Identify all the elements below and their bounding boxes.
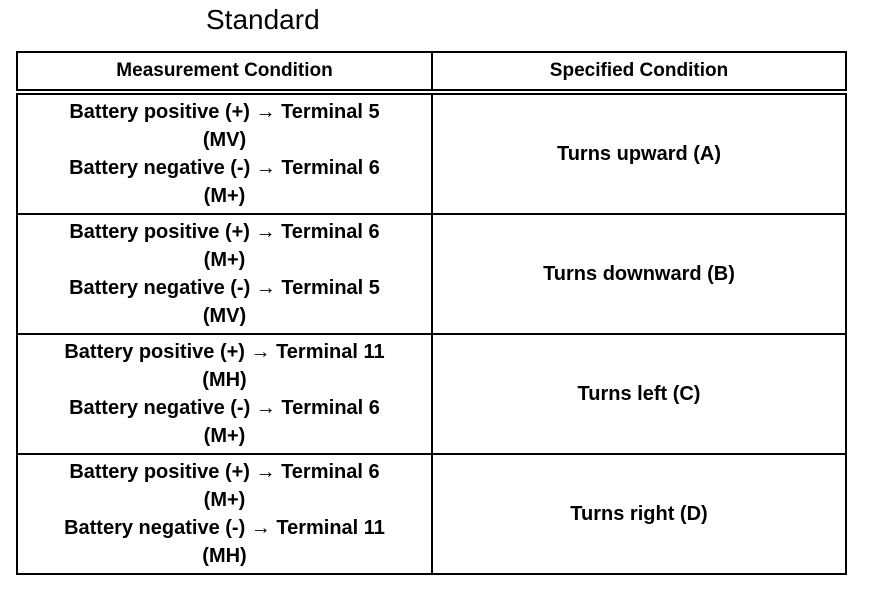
measurement-line: Battery positive (+) → Terminal 11 [64,341,385,363]
measurement-line: Battery positive (+) → Terminal 6 [69,461,380,483]
table-row [17,334,846,454]
measurement-cell [17,92,432,214]
measurement-cell [17,334,432,454]
specified-cell: Turns upward (A) [432,92,846,214]
header-row [17,52,846,92]
measurement-line: (M+) [203,249,246,271]
specified-cell: Turns left (C) [432,334,846,454]
table-row [17,214,846,334]
measurement-line: Battery negative (-) → Terminal 6 [69,157,380,179]
header-measurement-condition: Measurement Condition [17,52,432,92]
measurement-line: (M+) [203,425,246,447]
measurement-line: Battery negative (-) → Terminal 6 [69,397,380,419]
specified-cell: Turns downward (B) [432,214,846,334]
measurement-line: Battery negative (-) → Terminal 5 [69,277,380,299]
table-row [17,454,846,574]
measurement-line: Battery positive (+) → Terminal 5 [69,101,380,123]
measurement-cell [17,214,432,334]
page-title: Standard [206,4,320,35]
header-specified-condition: Specified Condition [432,52,846,92]
measurement-line: Battery positive (+) → Terminal 6 [69,221,380,243]
measurement-line: (M+) [203,185,246,207]
measurement-line: (MH) [202,545,247,567]
measurement-line: (MV) [202,305,247,327]
measurement-line: (MV) [202,129,247,151]
table-row [17,92,846,214]
specified-cell: Turns right (D) [432,454,846,574]
standard-table [16,51,847,575]
measurement-cell [17,454,432,574]
measurement-line: (MH) [202,369,247,391]
measurement-line: (M+) [203,489,246,511]
measurement-line: Battery negative (-) → Terminal 11 [64,517,385,539]
